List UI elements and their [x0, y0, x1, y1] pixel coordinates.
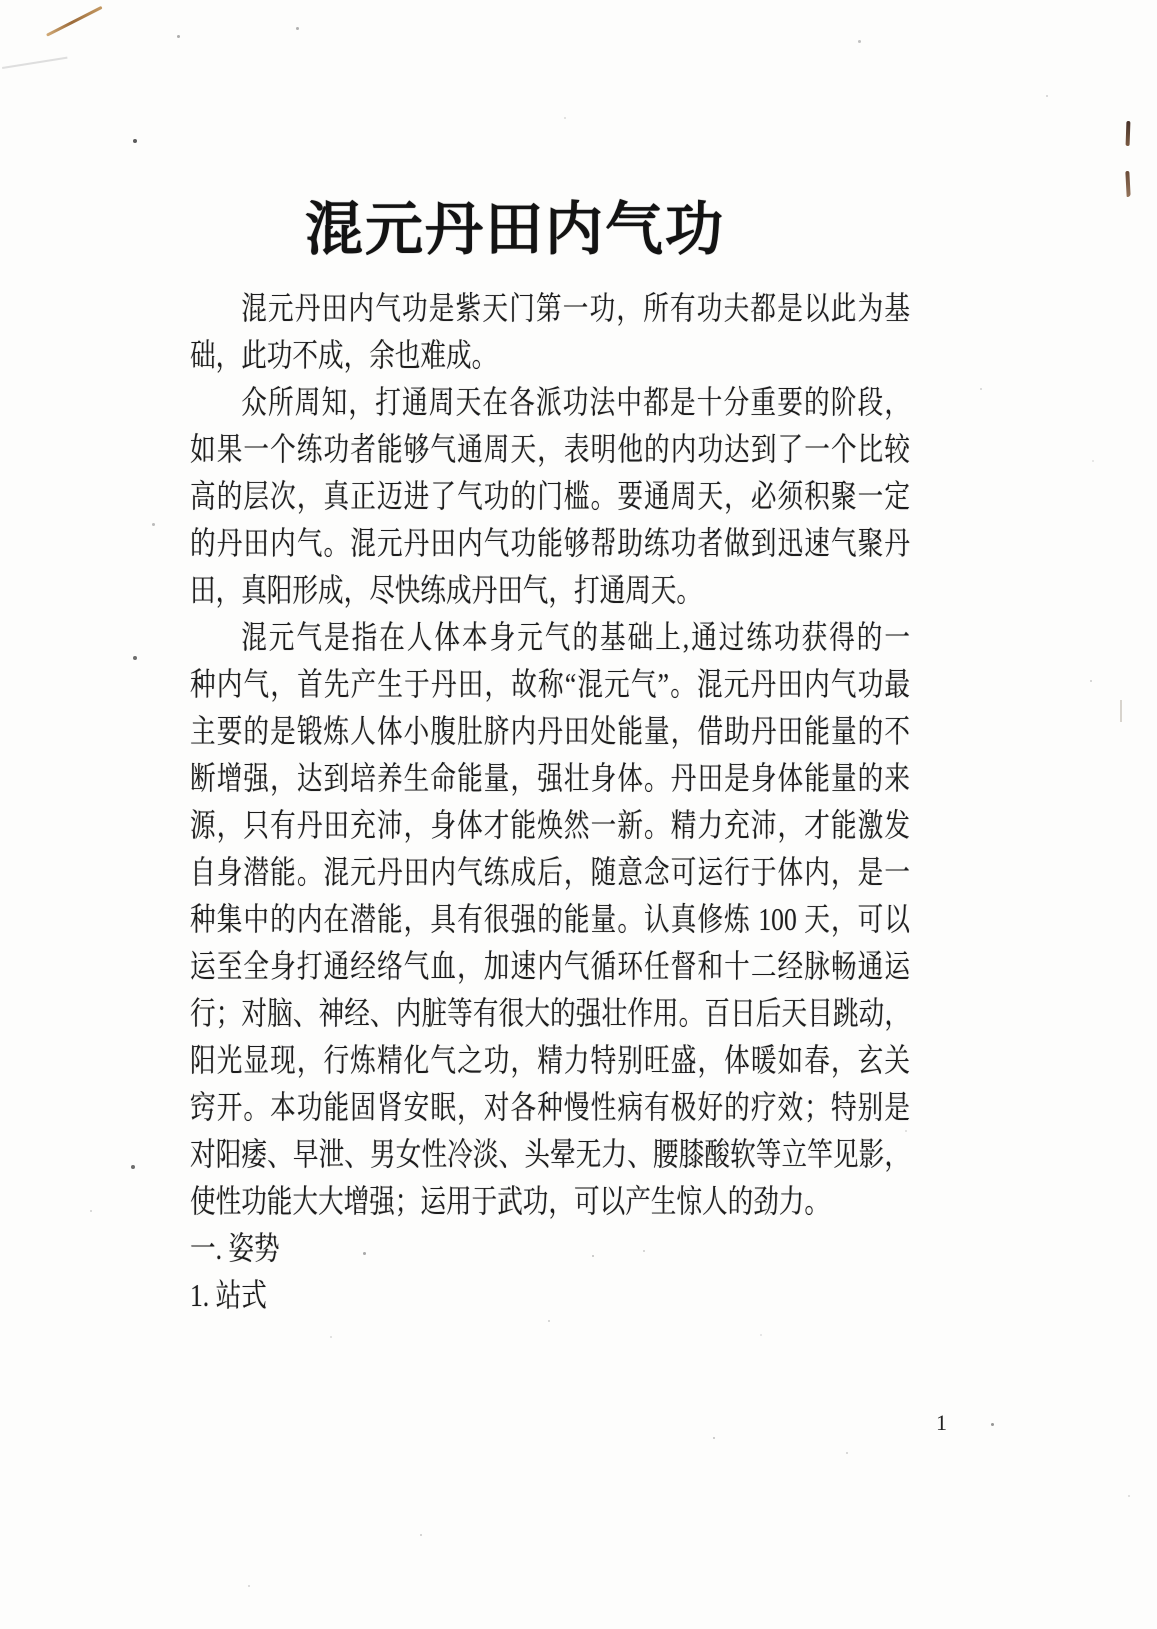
text-line: 源，只有丹田充沛，身体才能焕然一新。精力充沛，才能激发: [190, 807, 910, 843]
scan-speck: [177, 35, 180, 38]
text-line: 主要的是锻炼人体小腹肚脐内丹田处能量，借助丹田能量的不: [190, 713, 910, 749]
scan-speck: [330, 1336, 332, 1338]
text-line: 础，此功不成，余也难成。: [190, 337, 498, 373]
scan-speck: [846, 1452, 848, 1454]
text-line: 对阳痿、早泄、男女性冷淡、头晕无力、腰膝酸软等立竿见影，: [190, 1136, 910, 1172]
document-body: [190, 285, 1120, 1319]
text-line: 运至全身打通经络气血，加速内气循环任督和十二经脉畅通运: [190, 948, 910, 984]
scan-artifact-edge-mark: [1120, 700, 1122, 722]
text-line: 田，真阳形成，尽快练成丹田气，打通周天。: [190, 572, 703, 608]
scan-speck: [760, 1334, 762, 1336]
scan-speck: [133, 656, 137, 660]
text-line: 自身潜能。混元丹田内气练成后，随意念可运行于体内，是一: [190, 854, 910, 890]
text-line: 混元丹田内气功是紫天门第一功，所有功夫都是以此为基: [241, 290, 910, 326]
text-line: 混元气是指在人体本身元气的基础上,通过练功获得的一: [241, 619, 910, 655]
scan-speck: [1046, 95, 1048, 97]
scan-speck: [564, 117, 566, 119]
text-line: 种集中的内在潜能，具有很强的能量。认真修炼 100 天，可以: [190, 901, 910, 937]
text-line: 一. 姿势: [190, 1230, 280, 1266]
text-line: 众所周知，打通周天在各派功法中都是十分重要的阶段，: [241, 384, 910, 420]
scan-artifact-edge-mark: [1125, 171, 1130, 197]
scan-speck: [152, 523, 155, 526]
scan-artifact-diagonal-line: [46, 6, 103, 37]
page-number: 1: [936, 1410, 947, 1435]
scan-speck: [133, 139, 137, 143]
text-line: 的丹田内气。混元丹田内气功能够帮助练功者做到迅速气聚丹: [190, 525, 910, 561]
text-line: 如果一个练功者能够气通周天，表明他的内功达到了一个比较: [190, 431, 910, 467]
text-line: 1. 站式: [190, 1277, 267, 1313]
text-line: 种内气，首先产生于丹田，故称“混元气”。混元丹田内气功最: [190, 666, 910, 702]
scan-artifact-faint-line: [2, 57, 68, 69]
scan-speck: [296, 27, 299, 30]
scan-speck: [858, 40, 861, 43]
text-line: 使性功能大大增强；运用于武功，可以产生惊人的劲力。: [190, 1183, 831, 1219]
scan-speck: [248, 1585, 250, 1587]
scan-artifact-edge-mark: [1126, 121, 1131, 146]
scan-speck: [548, 1320, 550, 1322]
document-title: 混元丹田内气功: [305, 197, 726, 262]
scan-speck: [991, 1423, 994, 1426]
text-line: 高的层次，真正迈进了气功的门槛。要通周天，必须积聚一定: [190, 478, 910, 514]
text-line: 窍开。本功能固肾安眠，对各种慢性病有极好的疗效；特别是: [190, 1089, 910, 1125]
scan-speck: [131, 1165, 135, 1169]
text-line: 断增强，达到培养生命能量，强壮身体。丹田是身体能量的来: [190, 760, 910, 796]
scan-speck: [420, 1534, 422, 1536]
scan-speck: [90, 1210, 92, 1212]
text-line: 阳光显现，行炼精化气之功，精力特别旺盛，体暖如春，玄关: [190, 1042, 910, 1078]
text-line: 行；对脑、神经、内脏等有很大的强壮作用。百日后天目跳动，: [190, 995, 910, 1031]
scan-speck: [1128, 1495, 1130, 1497]
scan-speck: [713, 1437, 715, 1439]
